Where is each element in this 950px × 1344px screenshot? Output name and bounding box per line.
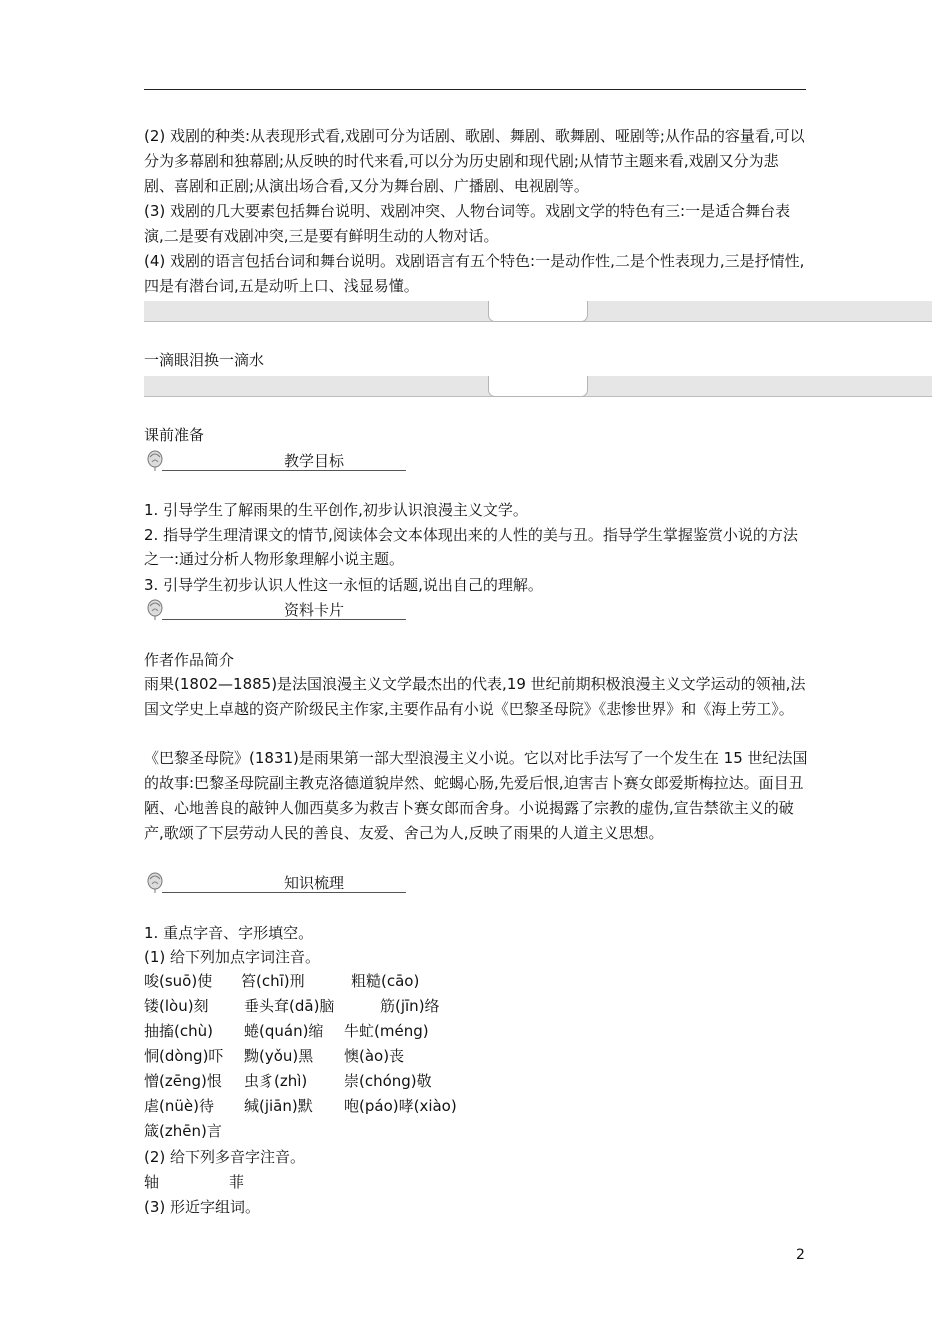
drama-elements-paragraph: (3) 戏剧的几大要素包括舞台说明、戏剧冲突、人物台词等。戏剧文学的特色有三:一是适合舞台表演,二是要有戏剧冲突,三是要有鲜明生动的人物对话。 [144,202,791,245]
goal-item-3: 3. 引导学生初步认识人性这一永恒的话题,说出自己的理解。 [144,576,543,594]
flower-bud-icon [144,870,166,894]
pinyin-item: 懊(ào)丧 [344,1047,405,1065]
pinyin-item: 恫(dòng)吓 [144,1047,224,1065]
pinyin-item: 抽搐(chù) [144,1022,213,1040]
section-divider-band [144,376,932,397]
pinyin-item: 垂头耷(dā)脑 [244,997,335,1015]
drama-types-paragraph: (2) 戏剧的种类:从表现形式看,戏剧可分为话剧、歌剧、舞剧、歌舞剧、哑剧等;从作品的容量看,可以分为多幕剧和独幕剧;从反映的时代来看,可以分为历史剧和现代剧;从情节主题来看,戏剧又分为悲剧、喜剧和正剧;从演出场合看,又分为舞台剧、广播剧、电视剧等。 [144,127,805,195]
polyphone-item: 菲 [229,1173,245,1191]
pinyin-item: 唆(suō)使 [144,972,213,990]
novel-paragraph: 《巴黎圣母院》(1831)是雨果第一部大型浪漫主义小说。它以对比手法写了一个发生在 15 世纪法国的故事:巴黎圣母院副主教克洛德道貌岸然、蛇蝎心肠,先爱后恨,迫害吉卜赛女郎爱斯梅拉达。面目丑陋、心地善良的敲钟人伽西莫多为救吉卜赛女郎而舍身。小说揭露了宗教的虚伪,宣告禁欲主义的破产,歌颂了下层劳动人民的善良、友爱、舍己为人,反映了雨果的人道主义思想。 [144,749,808,842]
goal-item-2: 2. 指导学生理清课文的情节,阅读体会文本体现出来的人性的美与丑。指导学生掌握鉴赏小说的方法之一:通过分析人物形象理解小说主题。 [144,526,798,568]
header-rule [144,89,806,90]
pinyin-item: 镂(lòu)刻 [144,997,209,1015]
pinyin-item: 虐(nüè)待 [144,1097,214,1115]
question-1-3: (3) 形近字组词。 [144,1198,261,1216]
question-1-1: (1) 给下列加点字词注音。 [144,948,321,966]
author-intro-heading: 作者作品简介 [144,651,235,669]
divider-tab [488,376,588,397]
question-1: 1. 重点字音、字形填空。 [144,924,314,942]
flower-bud-icon [144,448,166,472]
author-paragraph: 雨果(1802—1885)是法国浪漫主义文学最杰出的代表,19 世纪前期积极浪漫主义文学运动的领袖,法国文学史上卓越的资产阶级民主作家,主要作品有小说《巴黎圣母院》《悲惨世界》和《海上劳工》。 [144,675,806,718]
section-label-card: 资料卡片 [284,601,345,619]
section-header-goals [144,448,444,474]
pinyin-item: 箴(zhēn)言 [144,1122,222,1140]
pinyin-item: 粗糙(cāo) [351,972,420,990]
flower-bud-icon [144,597,166,621]
pinyin-item: 憎(zēng)恨 [144,1072,222,1090]
question-1-2: (2) 给下列多音字注音。 [144,1148,306,1166]
pinyin-item: 咆(páo)哮(xiào) [344,1097,457,1115]
pinyin-item: 崇(chóng)敬 [344,1072,432,1090]
prep-heading: 课前准备 [144,426,205,444]
pinyin-item: 笞(chī)刑 [241,972,305,990]
pinyin-item: 蜷(quán)缩 [244,1022,324,1040]
section-divider-band [144,301,932,322]
goal-item-1: 1. 引导学生了解雨果的生平创作,初步认识浪漫主义文学。 [144,501,528,519]
pinyin-item: 牛虻(méng) [344,1022,429,1040]
pinyin-item: 虫豸(zhì) [244,1072,308,1090]
section-header-knowledge [144,870,444,896]
pinyin-item: 缄(jiān)默 [244,1097,313,1115]
pinyin-item: 黝(yǒu)黑 [244,1047,314,1065]
section-label-knowledge: 知识梳理 [284,874,345,892]
polyphone-item: 轴 [144,1173,160,1191]
divider-tab [488,301,588,322]
lesson-title: 一滴眼泪换一滴水 [144,351,265,369]
drama-language-paragraph: (4) 戏剧的语言包括台词和舞台说明。戏剧语言有五个特色:一是动作性,二是个性表现力,三是抒情性,四是有潜台词,五是动听上口、浅显易懂。 [144,252,805,295]
pinyin-item: 筋(jīn)络 [380,997,440,1015]
page-number: 2 [796,1247,805,1263]
section-header-card [144,597,444,623]
section-label-goals: 教学目标 [284,452,345,470]
